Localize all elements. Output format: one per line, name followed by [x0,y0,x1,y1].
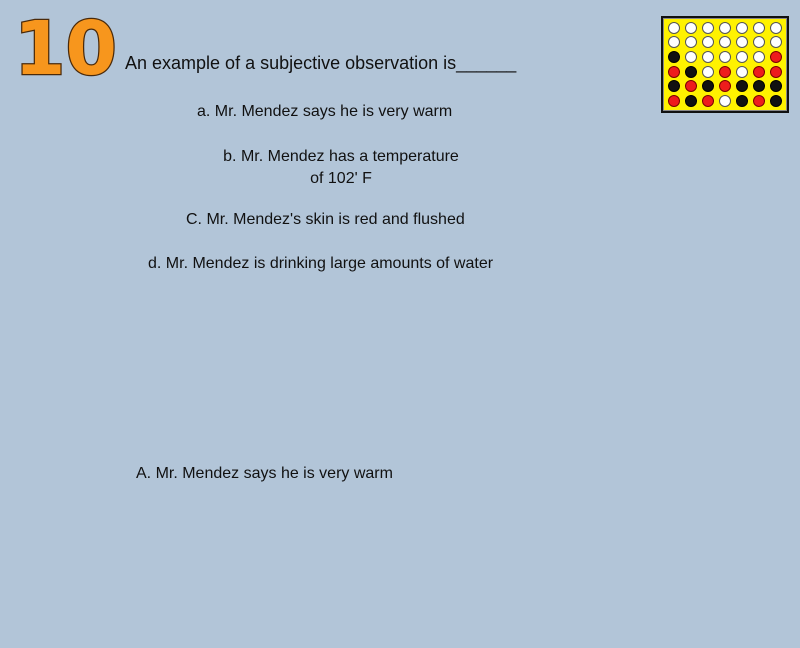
option-b-line-2: of 102' F [310,170,372,187]
board-disc-red [753,95,765,107]
board-disc-red [770,51,782,63]
board-disc-empty [719,36,731,48]
connect-four-board-icon [661,16,789,113]
board-disc-black [770,80,782,92]
board-disc-black [668,80,680,92]
board-disc-red [685,80,697,92]
option-a: a. Mr. Mendez says he is very warm [197,103,453,120]
board-disc-black [702,80,714,92]
board-disc-black [753,80,765,92]
board-disc-empty [753,22,765,34]
board-disc-black [668,51,680,63]
board-disc-empty [668,22,680,34]
answer-text: A. Mr. Mendez says he is very warm [136,465,393,482]
board-disc-empty [702,66,714,78]
board-disc-empty [719,51,731,63]
option-d: d. Mr. Mendez is drinking large amounts of water [148,255,494,272]
board-disc-empty [770,22,782,34]
board-disc-empty [702,51,714,63]
board-disc-black [770,95,782,107]
board-disc-empty [685,51,697,63]
board-disc-empty [685,22,697,34]
option-c: C. Mr. Mendez's skin is red and flushed [186,211,465,228]
board-disc-empty [702,22,714,34]
board-grid [663,18,787,111]
board-disc-red [719,66,731,78]
board-disc-black [736,80,748,92]
board-disc-empty [753,51,765,63]
board-disc-empty [753,36,765,48]
board-disc-red [753,66,765,78]
question-number-badge [14,6,117,92]
board-disc-black [736,95,748,107]
board-disc-red [770,66,782,78]
board-disc-red [719,80,731,92]
board-disc-empty [719,95,731,107]
question-text: An example of a subjective observation is______ [125,53,517,73]
option-b [190,146,492,190]
board-disc-black [685,66,697,78]
board-disc-empty [736,36,748,48]
board-disc-empty [770,36,782,48]
board-disc-red [702,95,714,107]
board-disc-red [668,95,680,107]
question-number-graphic [14,6,117,92]
board-disc-empty [719,22,731,34]
option-b-line-1: b. Mr. Mendez has a temperature [223,148,459,165]
board-disc-empty [736,51,748,63]
board-disc-black [685,95,697,107]
board-disc-red [668,66,680,78]
board-disc-empty [736,66,748,78]
board-disc-empty [668,36,680,48]
board-disc-empty [685,36,697,48]
question-number: 10 [14,6,117,92]
board-disc-empty [702,36,714,48]
board-disc-empty [736,22,748,34]
